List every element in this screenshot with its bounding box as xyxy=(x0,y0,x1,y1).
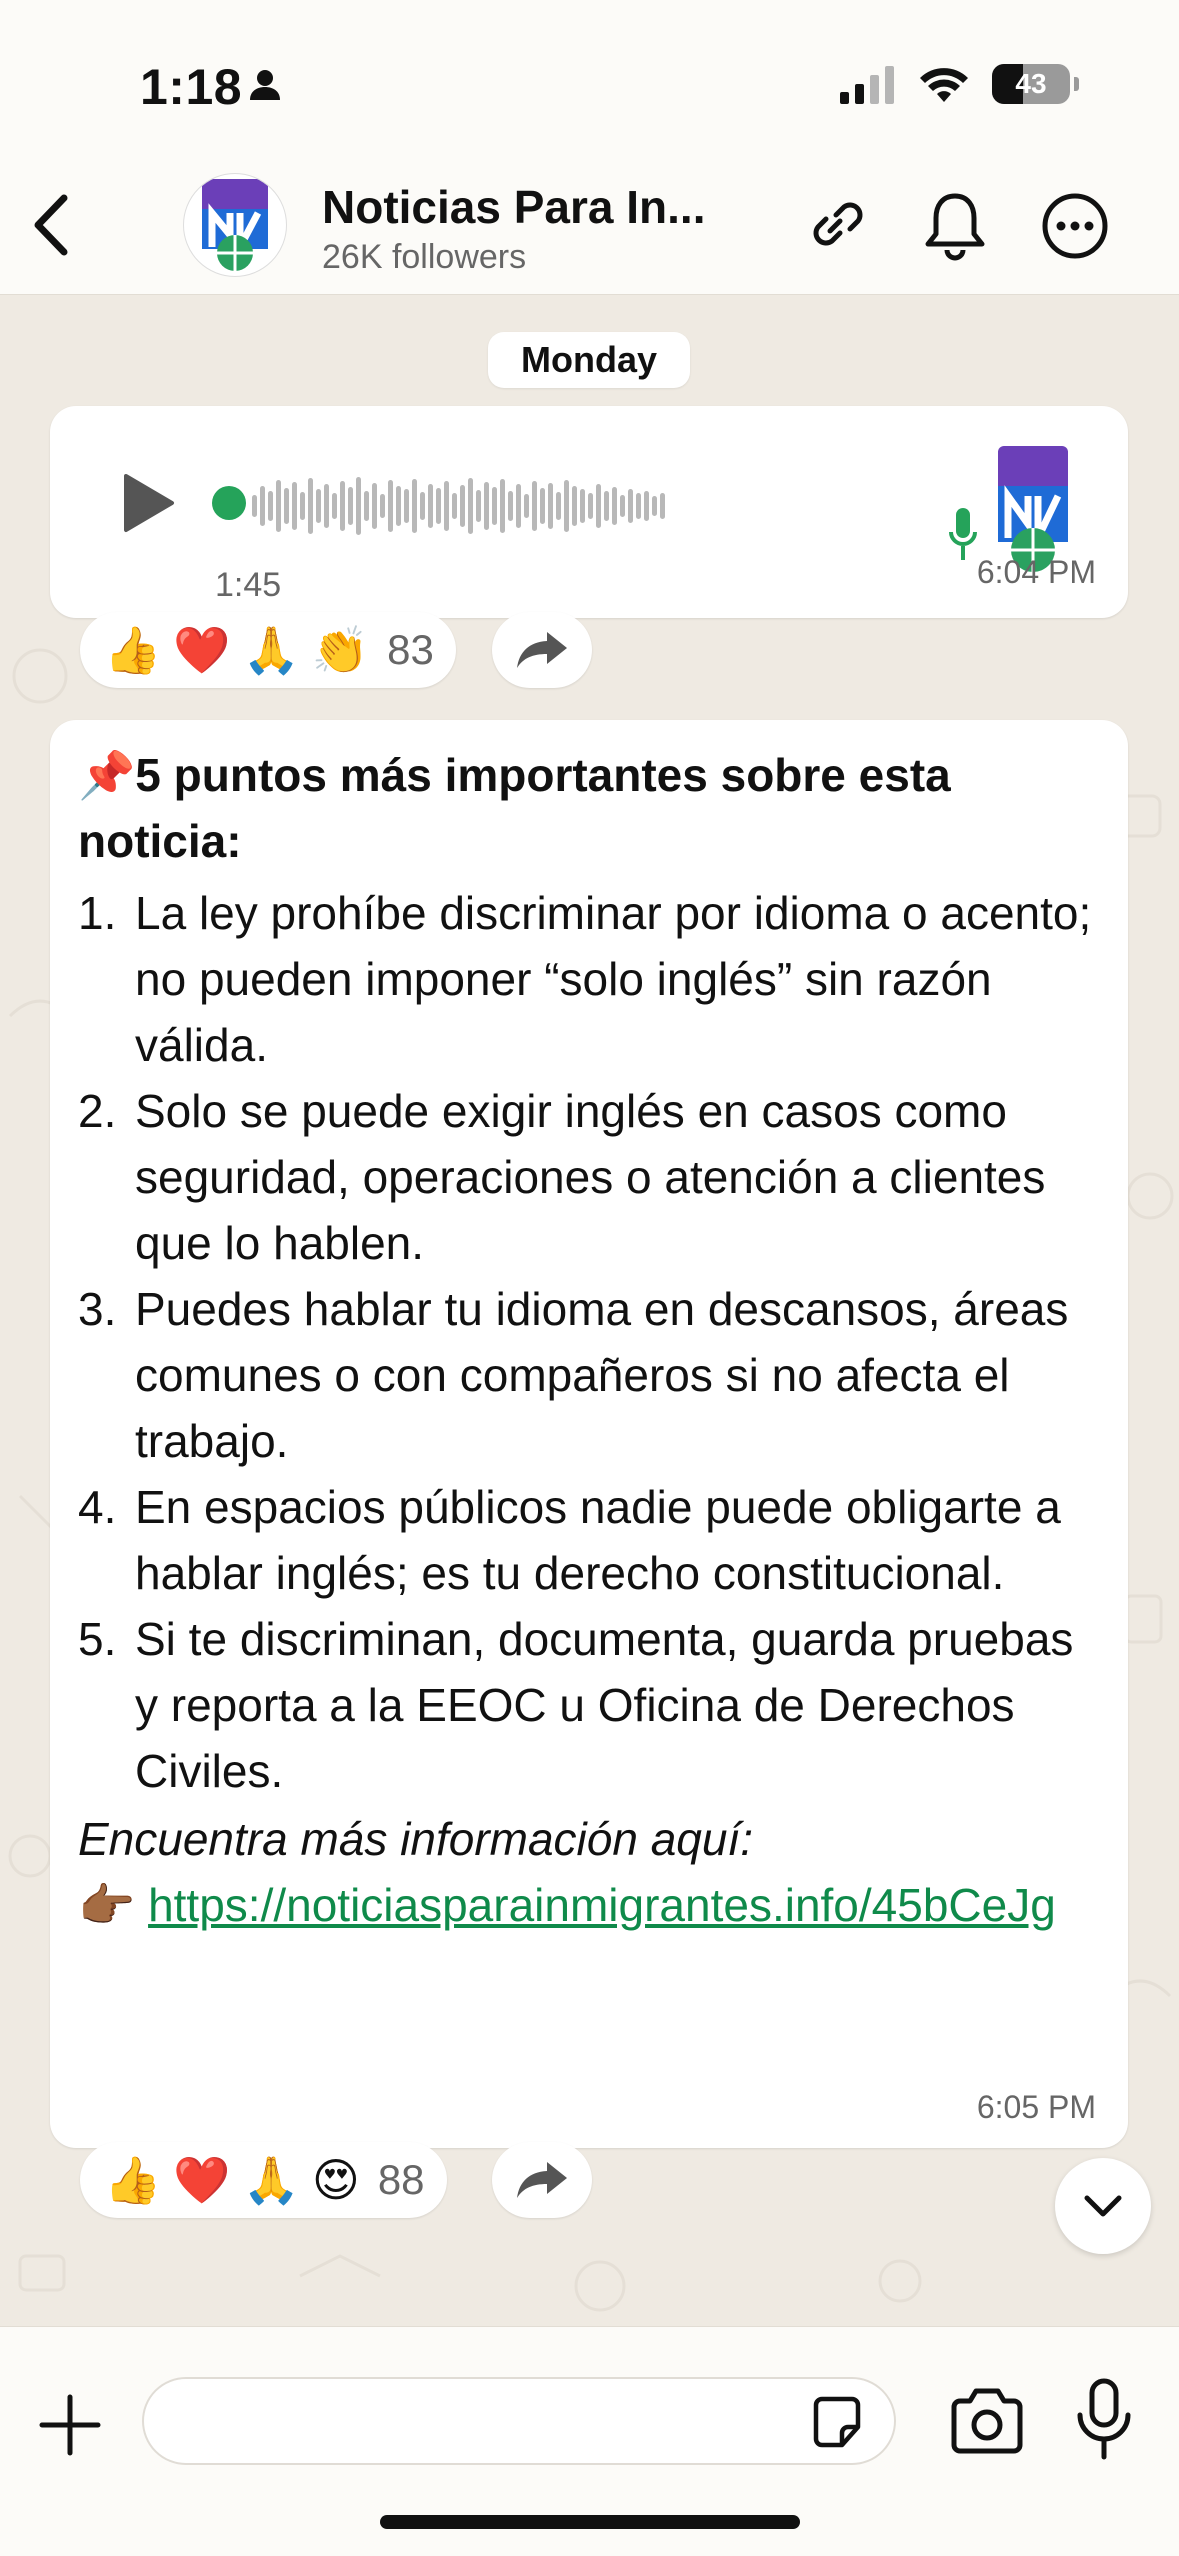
scroll-to-bottom-button[interactable] xyxy=(1055,2158,1151,2254)
composer-bar xyxy=(0,2326,1179,2556)
message-title-text: 5 puntos más importantes sobre esta noticia: xyxy=(78,749,951,867)
waveform-bar xyxy=(372,483,377,529)
waveform-bar xyxy=(540,488,545,524)
waveform-bar xyxy=(580,489,585,523)
reaction-count: 88 xyxy=(377,2156,425,2203)
reaction-emoji: ❤️ xyxy=(173,624,231,676)
waveform-bar xyxy=(508,491,513,521)
waveform-bar xyxy=(380,494,385,518)
waveform-bar xyxy=(612,487,617,525)
day-separator: Monday xyxy=(488,332,690,388)
reaction-emoji: ❤️ xyxy=(173,2154,231,2206)
waveform-bar xyxy=(500,479,505,533)
waveform-bar xyxy=(284,488,289,524)
waveform-bar xyxy=(324,484,329,528)
waveform-bar xyxy=(492,487,497,525)
list-item: 3. Puedes hablar tu idioma en descansos, áreas comunes o con compañeros si no afecta el trabajo. xyxy=(78,1283,1069,1467)
voice-duration: 1:45 xyxy=(215,566,282,604)
battery-icon xyxy=(992,64,1070,104)
waveform-bar xyxy=(252,495,257,517)
pin-emoji: 📌 xyxy=(78,749,136,801)
link-button[interactable] xyxy=(797,188,873,264)
waveform-bar xyxy=(564,480,569,532)
plus-icon[interactable] xyxy=(32,2387,108,2463)
back-icon xyxy=(30,194,70,256)
status-time: 1:18 xyxy=(140,59,243,115)
waveform-bar xyxy=(428,484,433,528)
channel-avatar[interactable] xyxy=(183,173,287,277)
more-options-button[interactable] xyxy=(1037,188,1113,264)
voice-waveform[interactable] xyxy=(252,476,962,536)
waveform-bar xyxy=(404,489,409,523)
chat-area[interactable] xyxy=(0,296,1179,2326)
waveform-bar xyxy=(388,480,393,532)
waveform-bar xyxy=(476,490,481,522)
waveform-bar xyxy=(292,482,297,530)
voice-message-time: 6:04 PM xyxy=(976,554,1096,590)
battery-level: 43 xyxy=(1015,68,1047,99)
voice-reactions[interactable] xyxy=(80,612,456,688)
waveform-bar xyxy=(588,493,593,519)
waveform-bar xyxy=(276,480,281,532)
waveform-bar xyxy=(604,491,609,521)
reaction-emoji: 🙏 xyxy=(242,2154,300,2206)
reaction-emoji: 😍 xyxy=(311,2154,360,2206)
waveform-bar xyxy=(596,484,601,528)
waveform-bar xyxy=(644,491,649,521)
reaction-emoji: 👏 xyxy=(311,624,370,676)
waveform-bar xyxy=(452,493,457,519)
channel-name[interactable]: Noticias Para In... xyxy=(322,181,706,233)
waveform-bar xyxy=(524,494,529,518)
waveform-bar xyxy=(340,481,345,531)
waveform-bar xyxy=(548,483,553,529)
bell-icon xyxy=(922,190,988,262)
waveform-bar xyxy=(628,489,633,523)
waveform-bar xyxy=(332,493,337,519)
message-input[interactable] xyxy=(142,2377,896,2465)
waveform-bar xyxy=(636,493,641,519)
reaction-count: 83 xyxy=(387,626,434,673)
waveform-bar xyxy=(396,486,401,526)
more-icon xyxy=(1040,191,1110,261)
status-bar xyxy=(0,0,1179,160)
reaction-emoji: 👍 xyxy=(104,2154,162,2206)
text-reactions[interactable] xyxy=(80,2142,447,2218)
waveform-bar xyxy=(444,481,449,531)
list-item: 5. Si te discriminan, documenta, guarda pruebas y reporta a la EEOC u Oficina de Derechos Civiles. xyxy=(78,1613,1074,1797)
microphone-icon xyxy=(948,506,978,566)
share-icon xyxy=(515,2158,569,2202)
waveform-bar xyxy=(468,478,473,534)
link-icon xyxy=(800,191,870,261)
waveform-bar xyxy=(484,482,489,530)
waveform-bar xyxy=(660,493,665,519)
waveform-bar xyxy=(308,478,313,534)
list-item: 1. La ley prohíbe discriminar por idioma o acento; no pueden imponer “solo inglés” sin razón válida. xyxy=(78,887,1092,1071)
wifi-icon xyxy=(918,64,970,104)
back-button[interactable] xyxy=(20,190,80,260)
text-message-bubble[interactable] xyxy=(50,720,1128,2148)
chat-header xyxy=(0,160,1179,295)
waveform-bar xyxy=(420,492,425,520)
waveform-bar xyxy=(652,496,657,516)
waveform-bar xyxy=(620,495,625,517)
person-icon xyxy=(248,68,282,102)
sticker-icon[interactable] xyxy=(808,2393,866,2451)
reaction-emoji: 👍 xyxy=(104,624,162,676)
waveform-bar xyxy=(572,486,577,526)
waveform-bar xyxy=(356,477,361,535)
cellular-signal-icon xyxy=(840,64,896,104)
points-list xyxy=(78,880,1098,1804)
waveform-bar xyxy=(460,485,465,527)
article-link[interactable]: https://noticiasparainmigrantes.info/45bCeJg xyxy=(148,1879,1056,1931)
play-icon[interactable] xyxy=(112,468,182,538)
list-item: 2. Solo se puede exigir inglés en casos como seguridad, operaciones o atención a clientes que lo hablen. xyxy=(78,1085,1046,1269)
waveform-bar xyxy=(556,492,561,520)
list-item: 4. En espacios públicos nadie puede obligarte a hablar inglés; es tu derecho constitucional. xyxy=(78,1481,1061,1599)
followers-count: 26K followers xyxy=(322,238,527,276)
waveform-bar xyxy=(436,488,441,524)
waveform-bar xyxy=(268,491,273,521)
text-message-time: 6:05 PM xyxy=(976,2089,1096,2125)
microphone-icon[interactable] xyxy=(1068,2377,1140,2461)
waveform-bar xyxy=(316,489,321,523)
forward-button[interactable] xyxy=(492,612,592,688)
forward-button[interactable] xyxy=(492,2142,592,2218)
camera-icon[interactable] xyxy=(948,2383,1026,2459)
voice-message-bubble[interactable] xyxy=(50,406,1128,618)
chevron-down-icon xyxy=(1083,2194,1123,2218)
waveform-bar xyxy=(260,486,265,526)
waveform-bar xyxy=(516,484,521,528)
share-icon xyxy=(515,628,569,672)
waveform-bar xyxy=(532,481,537,531)
waveform-bar xyxy=(348,487,353,525)
status-indicators xyxy=(840,64,1079,104)
waveform-bar xyxy=(300,492,305,520)
more-info-text: Encuentra más información aquí: xyxy=(78,1813,754,1865)
message-title xyxy=(78,742,1098,874)
channel-logo xyxy=(200,177,270,273)
reaction-emoji: 🙏 xyxy=(242,624,300,676)
waveform-bar xyxy=(412,479,417,533)
notifications-button[interactable] xyxy=(917,188,993,264)
waveform-bar xyxy=(364,491,369,521)
pointer-emoji: 👉🏾 xyxy=(78,1879,136,1931)
playback-position-dot[interactable] xyxy=(212,486,246,520)
home-indicator xyxy=(380,2515,800,2529)
link-line xyxy=(78,1872,1098,1938)
